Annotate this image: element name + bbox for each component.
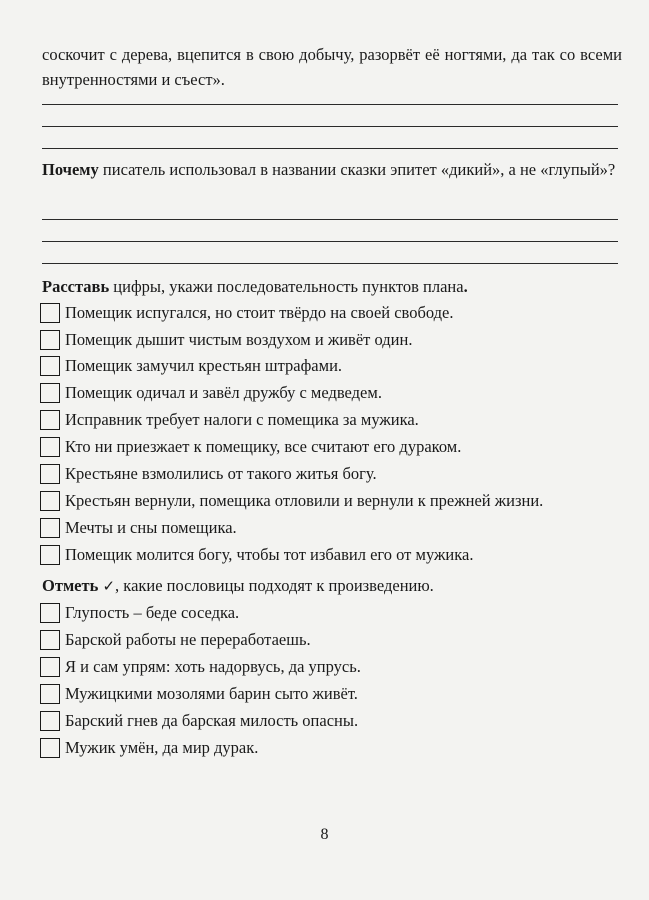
order-task-heading [42, 276, 468, 298]
proverbs-task-text: , какие пословицы подходят к произведению. [115, 576, 434, 595]
answer-line-6[interactable] [42, 263, 618, 264]
number-box[interactable] [40, 356, 60, 376]
checkbox[interactable] [40, 711, 60, 731]
plan-item [40, 328, 412, 352]
number-box[interactable] [40, 383, 60, 403]
question-body: писатель использовал в названии сказки эпитет «дикий», а не «глупый»? [98, 160, 616, 179]
proverb-text: Барский гнев да барская милость опасны. [65, 711, 359, 730]
number-box[interactable] [40, 303, 60, 323]
plan-item-text: Помещик замучил крестьян штрафами. [65, 356, 343, 375]
proverb-text: Глупость – беде соседка. [65, 603, 240, 622]
number-box[interactable] [40, 330, 60, 350]
order-task-text: цифры, укажи последовательность пунктов плана [109, 277, 464, 296]
number-box[interactable] [40, 518, 60, 538]
number-box[interactable] [40, 491, 60, 511]
plan-item [40, 435, 461, 459]
plan-item [40, 516, 237, 540]
plan-item [40, 381, 382, 405]
order-task-period: . [463, 277, 468, 296]
plan-item [40, 462, 377, 486]
plan-item [40, 301, 454, 325]
number-box[interactable] [40, 437, 60, 457]
question-text [42, 157, 622, 182]
checkbox[interactable] [40, 738, 60, 758]
proverb-text: Я и сам упрям: хоть надорвусь, да упрусь. [65, 657, 361, 676]
plan-item-text: Крестьяне взмолились от такого житья богу. [65, 464, 377, 483]
plan-item-text: Кто ни приезжает к помещику, все считают его дураком. [65, 437, 462, 456]
answer-line-5[interactable] [42, 241, 618, 242]
proverb-item [40, 655, 361, 679]
plan-item [40, 354, 342, 378]
plan-item-text: Помещик молится богу, чтобы тот избавил его от мужика. [65, 545, 474, 564]
passage-end: соскочит с дерева, вцепится в свою добычу, разорвёт её ногтями, да так со всеми внутренностями и съест». [42, 45, 622, 89]
answer-line-4[interactable] [42, 219, 618, 220]
checkbox[interactable] [40, 657, 60, 677]
checkbox[interactable] [40, 684, 60, 704]
order-task-bold: Расставь [42, 277, 110, 296]
plan-item-text: Исправник требует налоги с помещика за мужика. [65, 410, 419, 429]
question-bold: Почему [42, 160, 99, 179]
proverbs-task-bold: Отметь [42, 576, 99, 595]
answer-line-3[interactable] [42, 148, 618, 149]
checkbox[interactable] [40, 630, 60, 650]
proverb-text: Мужицкими мозолями барин сыто живёт. [65, 684, 358, 703]
plan-item [40, 489, 543, 513]
answer-line-2[interactable] [42, 126, 618, 127]
proverb-item [40, 628, 311, 652]
page-number: 8 [320, 826, 329, 843]
proverbs-task-heading [42, 575, 434, 597]
proverb-item [40, 736, 258, 760]
answer-line-1[interactable] [42, 104, 618, 105]
checkbox[interactable] [40, 603, 60, 623]
proverb-item [40, 682, 358, 706]
plan-item-text: Помещик испугался, но стоит твёрдо на своей свободе. [65, 303, 454, 322]
proverb-text: Мужик умён, да мир дурак. [65, 738, 259, 757]
proverb-item [40, 709, 358, 733]
proverb-text: Барской работы не переработаешь. [65, 630, 311, 649]
plan-item [40, 408, 419, 432]
checkmark-icon: ✓ [102, 577, 116, 595]
number-box[interactable] [40, 464, 60, 484]
proverb-item [40, 601, 239, 625]
plan-item [40, 543, 473, 567]
number-box[interactable] [40, 545, 60, 565]
number-box[interactable] [40, 410, 60, 430]
plan-item-text: Крестьян вернули, помещика отловили и вернули к прежней жизни. [65, 491, 544, 510]
plan-item-text: Мечты и сны помещика. [65, 518, 237, 537]
plan-item-text: Помещик дышит чистым воздухом и живёт один. [65, 330, 413, 349]
plan-item-text: Помещик одичал и завёл дружбу с медведем. [65, 383, 382, 402]
